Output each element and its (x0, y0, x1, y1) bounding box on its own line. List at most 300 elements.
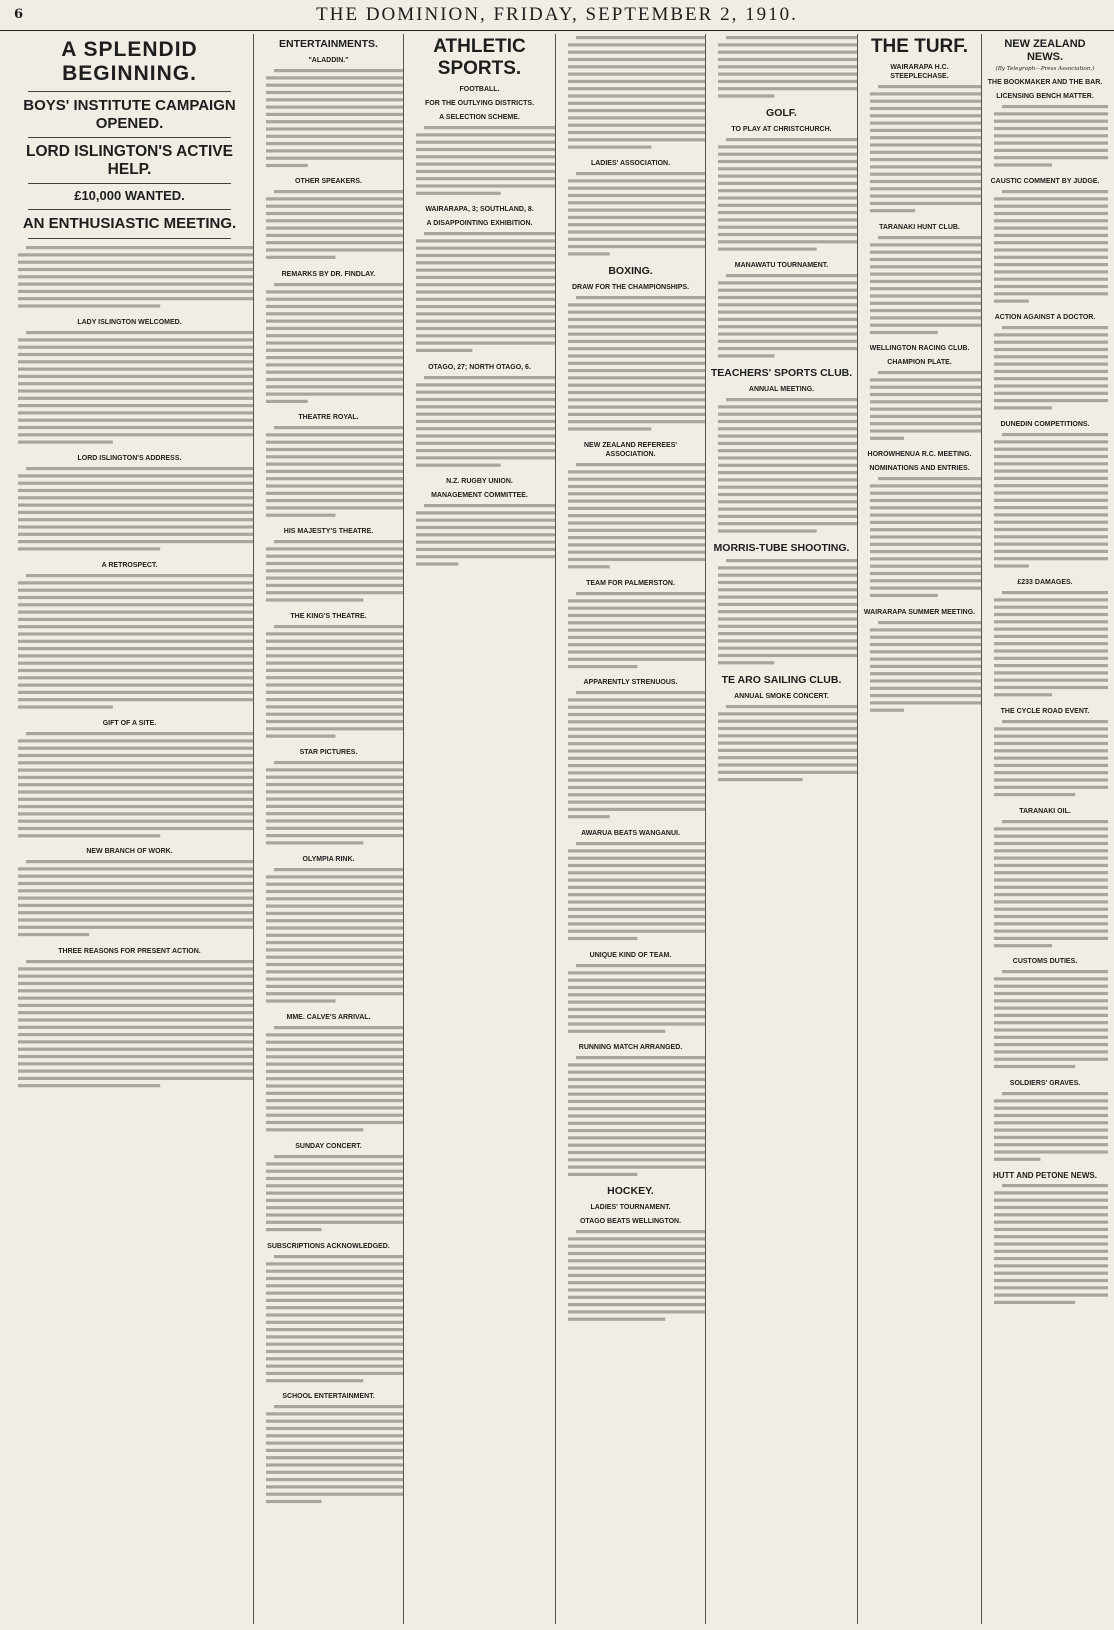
text-line (266, 842, 363, 845)
text-line (568, 318, 706, 321)
subhead: THEATRE ROYAL. (298, 414, 359, 422)
text-line (266, 506, 404, 509)
headline-sub3: AN ENTHUSIASTIC MEETING. (22, 215, 237, 233)
text-line (266, 378, 404, 381)
text-line (718, 413, 858, 416)
text-line (994, 127, 1108, 130)
text-line (568, 971, 706, 974)
text-line (18, 797, 254, 800)
body-text-block (710, 34, 853, 103)
text-line (718, 449, 858, 452)
text-line (994, 256, 1108, 259)
text-line (266, 1449, 404, 1452)
text-line (18, 739, 254, 742)
text-line (718, 500, 858, 503)
text-line (994, 620, 1108, 623)
section-title: BOXING. (608, 264, 653, 277)
text-line (994, 778, 1108, 781)
body-text-block (258, 759, 399, 850)
text-line (718, 456, 858, 459)
text-line (266, 676, 404, 679)
text-line (568, 636, 706, 639)
text-line (274, 1155, 404, 1158)
subhead: FOOTBALL. (459, 86, 500, 93)
text-line (266, 813, 404, 816)
text-line (18, 404, 254, 407)
text-line (718, 296, 858, 299)
text-line (266, 363, 404, 366)
body-text-block (986, 718, 1104, 802)
text-line (718, 464, 858, 467)
text-line (266, 164, 308, 167)
text-line (870, 114, 982, 117)
text-line (568, 230, 706, 233)
text-line (266, 1342, 404, 1345)
text-line (718, 741, 858, 744)
text-line (266, 633, 404, 636)
text-line (568, 398, 706, 401)
text-line (870, 122, 982, 125)
text-line (994, 1257, 1108, 1260)
text-line (568, 369, 706, 372)
text-line (994, 278, 1108, 281)
text-line (568, 51, 706, 54)
text-line (568, 1274, 706, 1277)
text-line (266, 1357, 404, 1360)
text-line (568, 1015, 706, 1018)
body-text-block (10, 572, 249, 714)
text-line (568, 391, 706, 394)
text-line (416, 133, 556, 136)
section-title: GOLF. (766, 106, 797, 119)
text-line (870, 272, 982, 275)
text-line (416, 463, 501, 466)
text-line (568, 614, 706, 617)
text-line (266, 769, 404, 772)
text-line (718, 87, 858, 90)
text-line (718, 778, 803, 781)
text-line (568, 1129, 706, 1132)
text-line (878, 477, 982, 480)
text-line (718, 610, 858, 613)
text-line (26, 331, 254, 334)
text-line (18, 698, 254, 701)
text-line (266, 348, 404, 351)
text-line (266, 1214, 404, 1217)
text-line (568, 514, 706, 517)
text-line (266, 256, 336, 259)
text-line (266, 1478, 404, 1481)
text-line (18, 474, 254, 477)
subhead: DRAW FOR THE CHAMPIONSHIPS. (571, 283, 690, 291)
text-line (274, 426, 404, 429)
text-line (266, 1306, 404, 1309)
text-line (568, 201, 706, 204)
text-line (870, 100, 982, 103)
text-line (266, 577, 404, 580)
text-line (266, 1427, 404, 1430)
text-line (568, 606, 706, 609)
text-line (870, 521, 982, 524)
text-line (718, 281, 858, 284)
text-line (568, 551, 706, 554)
text-line (18, 267, 254, 270)
text-line (416, 390, 556, 393)
text-line (18, 826, 254, 829)
text-line (416, 291, 556, 294)
text-line (266, 327, 404, 330)
text-line (266, 234, 404, 237)
text-line (576, 964, 706, 967)
text-line (994, 227, 1108, 230)
subhead: TARANAKI OIL. (1019, 807, 1071, 815)
text-line (994, 392, 1108, 395)
text-line (18, 481, 254, 484)
text-line (416, 261, 556, 264)
text-line (416, 562, 458, 565)
text-line (568, 558, 706, 561)
text-line (266, 1199, 404, 1202)
text-line (416, 283, 556, 286)
text-line (568, 80, 706, 83)
body-text-block (710, 136, 853, 256)
text-line (266, 1350, 404, 1353)
text-line (568, 1070, 706, 1073)
text-line (18, 525, 254, 528)
text-line (416, 555, 556, 558)
text-line (994, 341, 1108, 344)
text-line (266, 1335, 404, 1338)
text-line (994, 842, 1108, 845)
text-line (266, 647, 404, 650)
text-line (266, 1070, 404, 1073)
text-line (718, 603, 858, 606)
text-line (266, 1269, 404, 1272)
subhead: NOMINATIONS AND ENTRIES. (869, 465, 970, 473)
text-line (266, 400, 308, 403)
text-line (870, 129, 982, 132)
text-line (18, 668, 254, 671)
text-line (870, 415, 982, 418)
text-line (18, 352, 254, 355)
text-line (18, 897, 254, 900)
text-line (994, 1000, 1108, 1003)
text-line (266, 106, 404, 109)
text-line (416, 170, 556, 173)
text-line (266, 463, 404, 466)
text-line (994, 657, 1108, 660)
text-line (266, 805, 404, 808)
text-line (870, 136, 982, 139)
text-line (18, 812, 254, 815)
text-line (870, 323, 982, 326)
text-line (266, 198, 404, 201)
text-line (568, 764, 706, 767)
text-line (568, 621, 706, 624)
body-text-block (862, 234, 977, 339)
text-line (18, 595, 254, 598)
text-line (870, 195, 982, 198)
text-line (568, 1143, 706, 1146)
text-line (266, 783, 404, 786)
text-line (26, 732, 254, 735)
body-text-block (862, 475, 977, 602)
text-line (568, 908, 706, 911)
text-line (870, 279, 982, 282)
section-title: ATHLETIC SPORTS. (433, 36, 526, 79)
body-text-block (258, 1403, 399, 1508)
body-text-block (560, 1054, 701, 1181)
text-line (266, 1192, 404, 1195)
text-line (18, 1069, 254, 1072)
text-line (994, 749, 1108, 752)
text-line (994, 893, 1108, 896)
text-line (576, 36, 706, 39)
text-line (266, 599, 363, 602)
text-line (266, 570, 404, 573)
column-turf (858, 34, 982, 1624)
text-line (568, 1000, 706, 1003)
text-line (568, 1252, 706, 1255)
text-line (266, 220, 404, 223)
body-text-block (258, 188, 399, 264)
text-line (576, 463, 706, 466)
text-line (266, 791, 404, 794)
subhead: TARANAKI HUNT CLUB. (879, 223, 960, 231)
text-line (266, 135, 404, 138)
text-line (266, 691, 404, 694)
text-line (568, 543, 706, 546)
text-line (266, 242, 404, 245)
subhead: LADIES' TOURNAMENT. (590, 1204, 671, 1212)
text-line (266, 1364, 404, 1367)
body-text-block (986, 589, 1104, 702)
text-line (718, 325, 858, 328)
text-line (568, 1007, 706, 1010)
subhead: FOR THE OUTLYING DISTRICTS. (424, 100, 535, 107)
text-line (18, 418, 254, 421)
text-line (568, 65, 706, 68)
text-line (870, 643, 982, 646)
column-boys-institute (6, 34, 254, 1624)
text-line (568, 599, 706, 602)
subhead: N.Z. RUGBY UNION. (446, 477, 513, 485)
text-line (266, 971, 404, 974)
text-line (266, 1277, 404, 1280)
text-line (266, 1379, 363, 1382)
text-line (1002, 433, 1108, 436)
text-line (994, 1029, 1108, 1032)
text-line (18, 382, 254, 385)
text-line (18, 1062, 254, 1065)
text-line (568, 529, 706, 532)
subhead: WAIRARAPA H.C. STEEPLECHASE. (890, 64, 949, 80)
text-line (1002, 1092, 1108, 1095)
text-line (994, 1121, 1108, 1124)
text-line (994, 1264, 1108, 1267)
text-line (870, 107, 982, 110)
text-line (266, 470, 404, 473)
text-line (266, 1099, 404, 1102)
subhead: £233 DAMAGES. (1017, 579, 1073, 587)
subhead: ANNUAL SMOKE CONCERT. (734, 692, 829, 700)
text-line (994, 992, 1108, 995)
text-line (994, 156, 1108, 159)
text-line (416, 148, 556, 151)
text-line (266, 1077, 404, 1080)
text-line (994, 149, 1108, 152)
text-line (18, 396, 254, 399)
text-line (18, 617, 254, 620)
body-text-block (10, 329, 249, 449)
text-line (870, 378, 982, 381)
body-text-block (258, 866, 399, 1008)
text-line (994, 462, 1108, 465)
text-line (994, 1206, 1108, 1209)
text-line (568, 779, 706, 782)
section-title: TE ARO SAILING CLUB. (721, 673, 842, 686)
text-line (718, 226, 858, 229)
text-line (568, 340, 706, 343)
text-line (718, 58, 858, 61)
text-line (994, 164, 1052, 167)
text-line (994, 356, 1108, 359)
text-line (18, 389, 254, 392)
text-line (994, 1014, 1108, 1017)
text-line (994, 1136, 1108, 1139)
text-line (870, 687, 982, 690)
text-line (266, 1320, 404, 1323)
text-line (568, 1122, 706, 1125)
text-line (870, 708, 904, 711)
body-text-block (862, 369, 977, 445)
text-line (266, 341, 404, 344)
text-line (994, 686, 1108, 689)
text-line (994, 827, 1108, 830)
text-line (416, 405, 556, 408)
text-line (266, 113, 404, 116)
text-line (568, 43, 706, 46)
text-line (18, 304, 160, 307)
text-line (718, 654, 858, 657)
text-line (994, 219, 1108, 222)
masthead (0, 0, 1114, 31)
text-line (994, 506, 1108, 509)
text-line (870, 650, 982, 653)
text-line (718, 204, 858, 207)
text-line (870, 187, 982, 190)
text-line (266, 1221, 404, 1224)
text-line (870, 694, 982, 697)
text-line (416, 434, 556, 437)
text-line (718, 182, 858, 185)
column-golf-shooting (706, 34, 858, 1624)
text-line (266, 433, 404, 436)
text-line (718, 529, 817, 532)
text-line (870, 672, 982, 675)
text-line (994, 528, 1108, 531)
text-line (416, 327, 556, 330)
body-text-block (710, 272, 853, 363)
text-line (18, 510, 254, 513)
body-text-block (986, 324, 1104, 415)
text-line (568, 1085, 706, 1088)
text-line (568, 536, 706, 539)
text-line (718, 405, 858, 408)
body-text-block (560, 840, 701, 945)
text-line (266, 905, 404, 908)
text-line (870, 287, 982, 290)
text-line (274, 868, 404, 871)
text-line (994, 1143, 1108, 1146)
text-line (870, 514, 982, 517)
text-line (568, 650, 706, 653)
text-line (994, 205, 1108, 208)
text-line (1002, 105, 1108, 108)
text-line (878, 621, 982, 624)
text-line (568, 303, 706, 306)
text-line (718, 581, 858, 584)
text-line (266, 1000, 336, 1003)
text-line (18, 345, 254, 348)
text-line (994, 134, 1108, 137)
text-line (994, 470, 1108, 473)
text-line (994, 285, 1108, 288)
text-line (18, 926, 254, 929)
text-line (568, 628, 706, 631)
text-line (18, 933, 89, 936)
text-line (878, 236, 982, 239)
text-line (568, 384, 706, 387)
text-line (568, 1114, 706, 1117)
text-line (994, 1058, 1108, 1061)
text-line (568, 325, 706, 328)
text-line (718, 522, 858, 525)
text-line (718, 311, 858, 314)
text-line (994, 606, 1108, 609)
text-line (18, 911, 254, 914)
text-line (568, 87, 706, 90)
text-line (718, 427, 858, 430)
text-line (568, 699, 706, 702)
text-line (266, 1456, 404, 1459)
text-line (568, 252, 610, 255)
page-columns (6, 34, 1108, 1624)
text-line (994, 212, 1108, 215)
text-line (994, 550, 1108, 553)
text-line (994, 1043, 1108, 1046)
column-athletic-sports (404, 34, 556, 1624)
column-boxing-hockey (556, 34, 706, 1624)
text-line (994, 1199, 1108, 1202)
text-line (718, 471, 858, 474)
text-line (266, 1500, 322, 1503)
text-line (266, 1413, 404, 1416)
text-line (718, 507, 858, 510)
text-line (18, 834, 160, 837)
text-line (994, 514, 1108, 517)
text-line (870, 635, 982, 638)
text-line (576, 172, 706, 175)
subhead: RUNNING MATCH ARRANGED. (578, 1043, 683, 1051)
text-line (266, 1041, 404, 1044)
text-line (266, 898, 404, 901)
text-line (718, 588, 858, 591)
text-line (994, 679, 1108, 682)
text-line (266, 142, 404, 145)
text-line (18, 819, 254, 822)
text-line (568, 179, 706, 182)
